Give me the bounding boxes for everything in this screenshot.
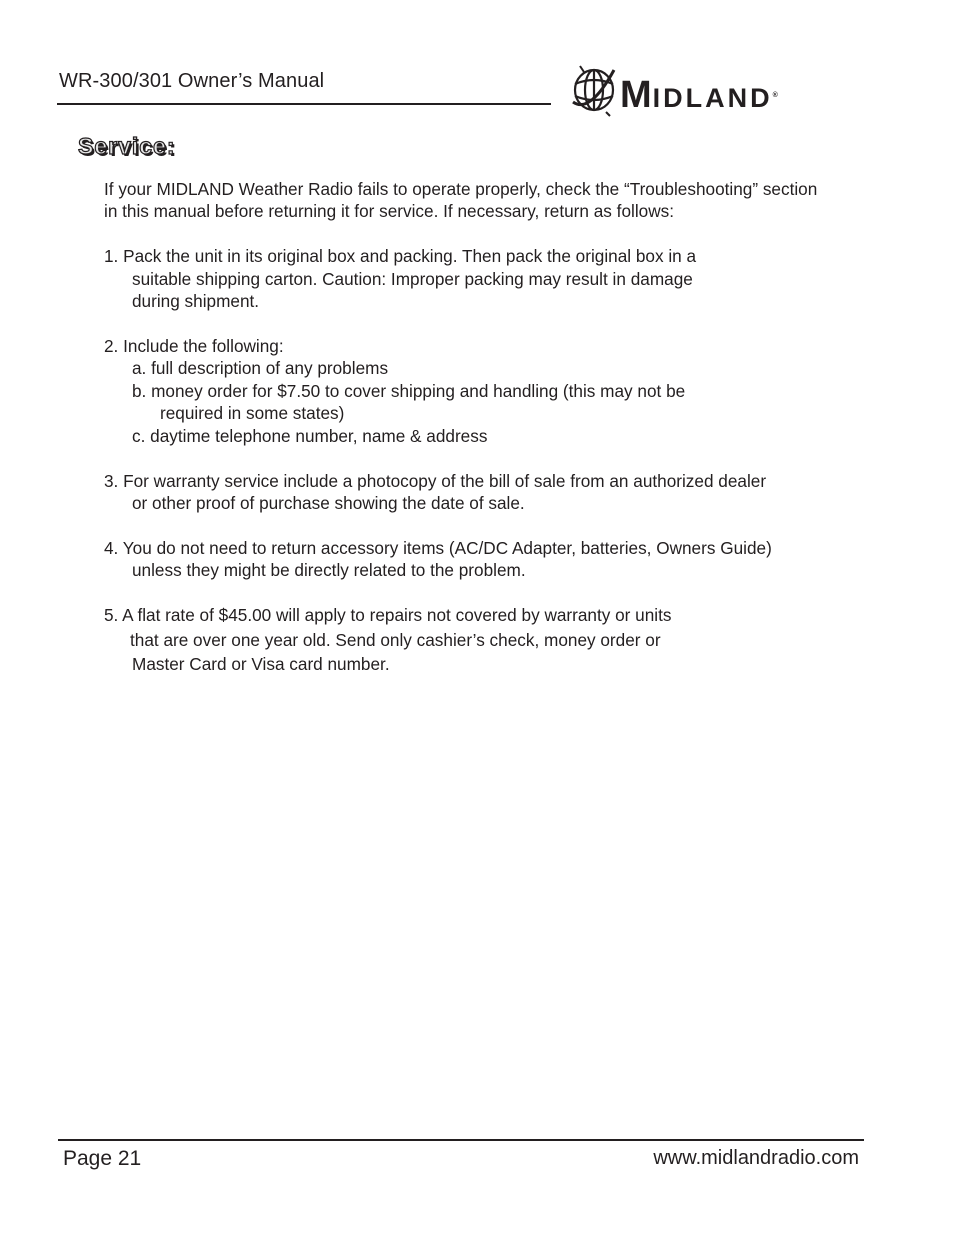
midland-logo	[570, 62, 842, 118]
intro-line: in this manual before returning it for service. If necessary, return as follows:	[104, 201, 674, 221]
list-item-line: unless they might be directly related to the problem.	[132, 560, 526, 580]
sub-item-b: required in some states)	[160, 403, 345, 423]
header-divider	[57, 103, 551, 105]
list-item-line: 3. For warranty service include a photocopy of the bill of sale from an authorized dealer	[104, 471, 767, 491]
list-item-line: during shipment.	[132, 291, 260, 311]
footer-divider	[58, 1139, 864, 1141]
website-url: www.midlandradio.com	[653, 1147, 859, 1169]
page-number: Page 21	[63, 1147, 142, 1170]
manual-title: WR-300/301 Owner’s Manual	[59, 70, 325, 92]
list-item-line: Master Card or Visa card number.	[132, 654, 390, 674]
list-item-line: suitable shipping carton. Caution: Improper packing may result in damage	[132, 269, 693, 289]
list-item-line: 4. You do not need to return accessory items (AC/DC Adapter, batteries, Owners Guide)	[104, 538, 772, 558]
sub-item-a: a. full description of any problems	[132, 358, 389, 378]
list-item-line: 2. Include the following:	[104, 336, 284, 356]
globe-icon	[570, 62, 620, 118]
logo-text: IDLAND	[652, 83, 773, 113]
list-item-line: or other proof of purchase showing the date of sale.	[132, 493, 525, 513]
list-item-line: 1. Pack the unit in its original box and packing. Then pack the original box in a	[104, 246, 697, 266]
intro-line: If your MIDLAND Weather Radio fails to operate properly, check the “Troubleshooting” section	[104, 179, 818, 199]
sub-item-c: c. daytime telephone number, name & address	[132, 426, 488, 446]
logo-initial: M	[620, 74, 652, 116]
registered-mark: ®	[772, 92, 778, 99]
list-item-line: that are over one year old. Send only cashier’s check, money order or	[130, 630, 661, 650]
sub-item-b: b. money order for $7.50 to cover shipping and handling (this may not be	[132, 381, 686, 401]
section-title: Service:	[78, 133, 176, 159]
logo-wordmark	[620, 74, 778, 117]
list-item-line: 5. A flat rate of $45.00 will apply to repairs not covered by warranty or units	[104, 605, 672, 625]
